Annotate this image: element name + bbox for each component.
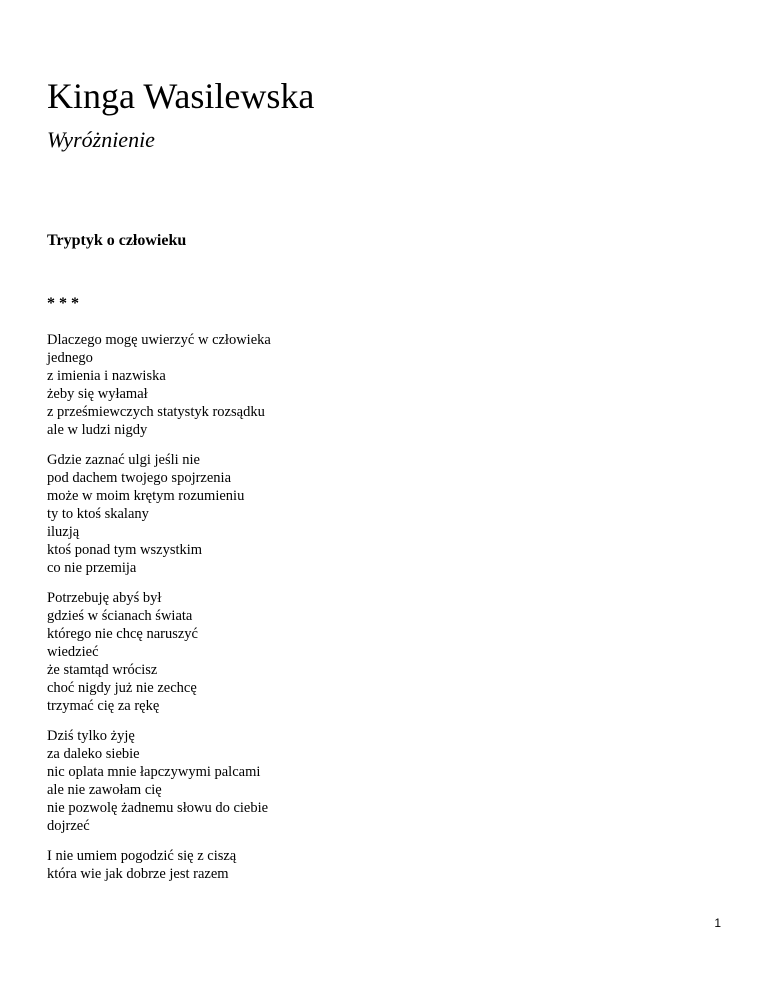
poem-line: może w moim krętym rozumieniu (47, 488, 245, 504)
poem-line: Dziś tylko żyję (47, 728, 135, 744)
poem-line: trzymać cię za rękę (47, 698, 160, 714)
poem-line: iluzją (47, 524, 80, 540)
author-name: Kinga Wasilewska (47, 76, 315, 116)
poem-line: gdzieś w ścianach świata (47, 608, 193, 624)
poem-line: dojrzeć (47, 818, 90, 834)
stanza-1 (47, 331, 271, 439)
page-number: 1 (714, 916, 721, 930)
poem-line: ty to ktoś skalany (47, 506, 149, 522)
stanza-4 (47, 727, 271, 835)
poem-line: ktoś ponad tym wszystkim (47, 542, 203, 558)
poem-body (47, 331, 271, 895)
poem-line: choć nigdy już nie zechcę (47, 680, 197, 696)
poem-line: nie pozwolę żadnemu słowu do ciebie (47, 800, 269, 816)
poem-line: co nie przemija (47, 560, 137, 576)
poem-line: ale w ludzi nigdy (47, 422, 148, 438)
poem-line: ale nie zawołam cię (47, 782, 162, 798)
section-mark: * * * (47, 295, 79, 312)
poem-line: którego nie chcę naruszyć (47, 626, 198, 642)
poem-line: która wie jak dobrze jest razem (47, 866, 229, 882)
award-label: Wyróżnienie (47, 127, 155, 152)
poem-line: Gdzie zaznać ulgi jeśli nie (47, 452, 200, 468)
stanza-5 (47, 847, 271, 883)
poem-line: z prześmiewczych statystyk rozsądku (47, 404, 265, 420)
poem-line: żeby się wyłamał (47, 386, 148, 402)
poem-line: nic oplata mnie łapczywymi palcami (47, 764, 261, 780)
poem-line: że stamtąd wrócisz (47, 662, 158, 678)
stanza-3 (47, 589, 271, 715)
poem-line: za daleko siebie (47, 746, 140, 762)
poem-line: Potrzebuję abyś był (47, 590, 162, 606)
poem-line: z imienia i nazwiska (47, 368, 166, 384)
poem-line: Dlaczego mogę uwierzyć w człowieka (47, 332, 271, 348)
poem-line: pod dachem twojego spojrzenia (47, 470, 232, 486)
poem-line: wiedzieć (47, 644, 99, 660)
stanza-2 (47, 451, 271, 577)
poem-title: Tryptyk o człowieku (47, 232, 187, 249)
poem-line: I nie umiem pogodzić się z ciszą (47, 848, 237, 864)
poem-line: jednego (47, 350, 93, 366)
